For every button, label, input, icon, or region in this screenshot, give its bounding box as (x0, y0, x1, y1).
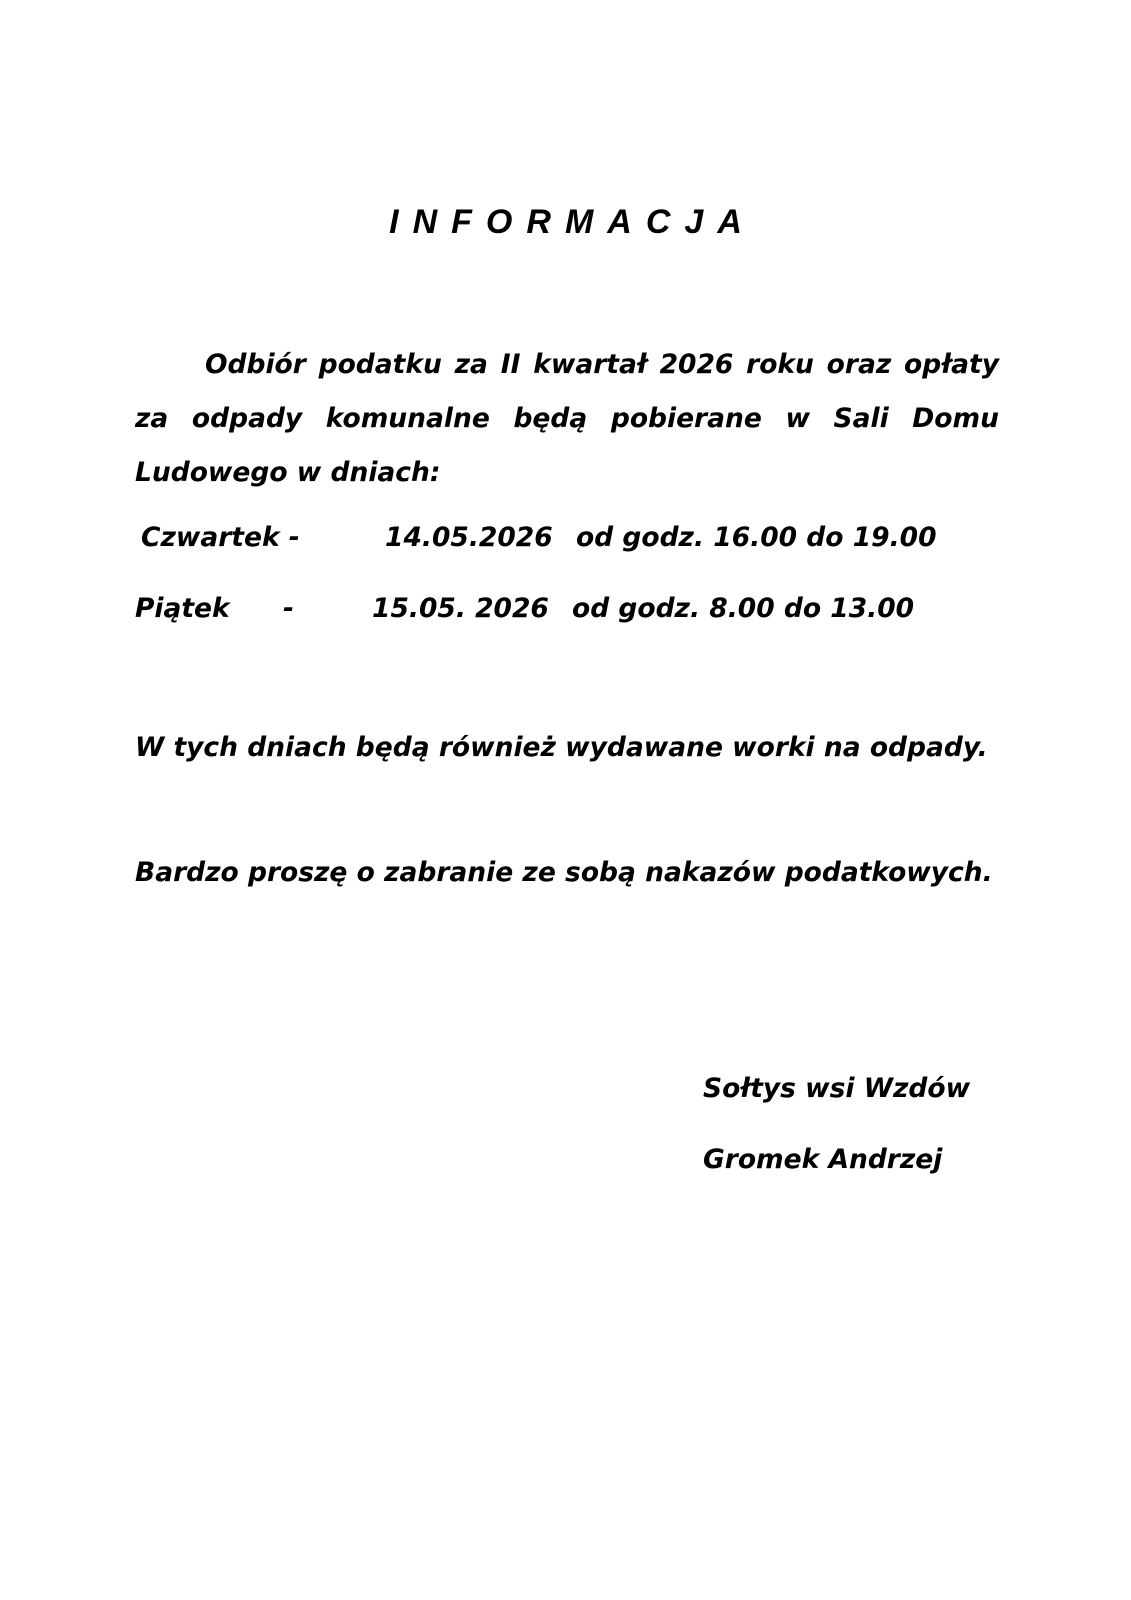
schedule-date: 15.05. 2026 (372, 593, 549, 624)
schedule-time: od godz. 8.00 do 13.00 (572, 593, 915, 624)
title-letter: O (485, 203, 513, 241)
title-letter: R (526, 203, 551, 241)
title-letter: M (564, 203, 594, 241)
title-letter: A (717, 203, 742, 241)
request-paragraph: Bardzo proszę o zabranie ze sobą nakazów podatkowych. (135, 857, 993, 888)
title-letter: N (412, 203, 438, 241)
signature-name: Gromek Andrzej (703, 1144, 943, 1175)
signature-role: Sołtys wsi Wzdów (703, 1073, 971, 1104)
document-title (0, 203, 1131, 242)
schedule-day: Piątek (135, 593, 230, 624)
schedule-dash: - (283, 593, 294, 624)
title-letter: A (607, 203, 632, 241)
bags-paragraph: W tych dniach będą również wydawane worki na odpady. (135, 732, 988, 763)
schedule-time: od godz. 16.00 do 19.00 (576, 522, 937, 553)
schedule-date: 14.05.2026 (385, 522, 553, 553)
intro-paragraph: Odbiór podatku za II kwartał 2026 roku oraz opłaty za odpady komunalne będą pobierane w Sali Domu Ludowego w dniach: (135, 349, 999, 488)
title-letter: F (451, 203, 472, 241)
title-letter: I (389, 203, 399, 241)
title-letter: C (645, 203, 671, 241)
title-letter: J (684, 203, 704, 241)
schedule-day: Czwartek - (141, 522, 300, 553)
title-text (389, 203, 742, 241)
